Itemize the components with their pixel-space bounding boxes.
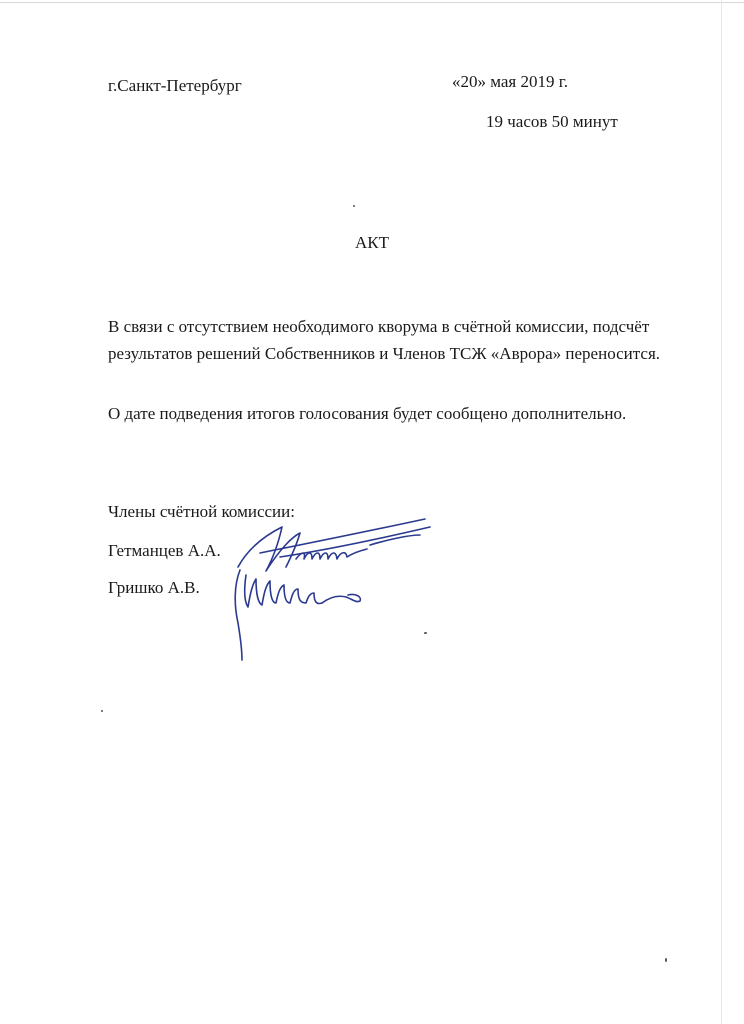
scan-speck <box>665 958 667 962</box>
scan-speck <box>101 710 103 712</box>
document-date: «20» мая 2019 г. <box>452 72 569 91</box>
scan-speck <box>353 205 355 207</box>
body-paragraph-1: В связи с отсутствием необходимого кворума в счётной комиссии, подсчёт результатов решений Собственников и Членов ТСЖ «Аврора» переносится. <box>108 317 661 363</box>
scan-speck <box>424 632 427 634</box>
document-time: 19 часов 50 минут <box>486 112 618 131</box>
body-paragraph-2: О дате подведения итогов голосования будет сообщено дополнительно. <box>108 404 627 423</box>
place-of-issue: г.Санкт-Петербург <box>108 76 242 95</box>
commission-label: Члены счётной комиссии: <box>108 502 295 521</box>
scan-edge-right <box>721 0 722 1024</box>
handwritten-signatures <box>220 505 460 670</box>
scan-edge-top <box>0 2 744 3</box>
commission-member-1: Гетманцев А.А. <box>108 541 221 560</box>
commission-member-2: Гришко А.В. <box>108 578 200 597</box>
document-title: АКТ <box>355 233 389 252</box>
